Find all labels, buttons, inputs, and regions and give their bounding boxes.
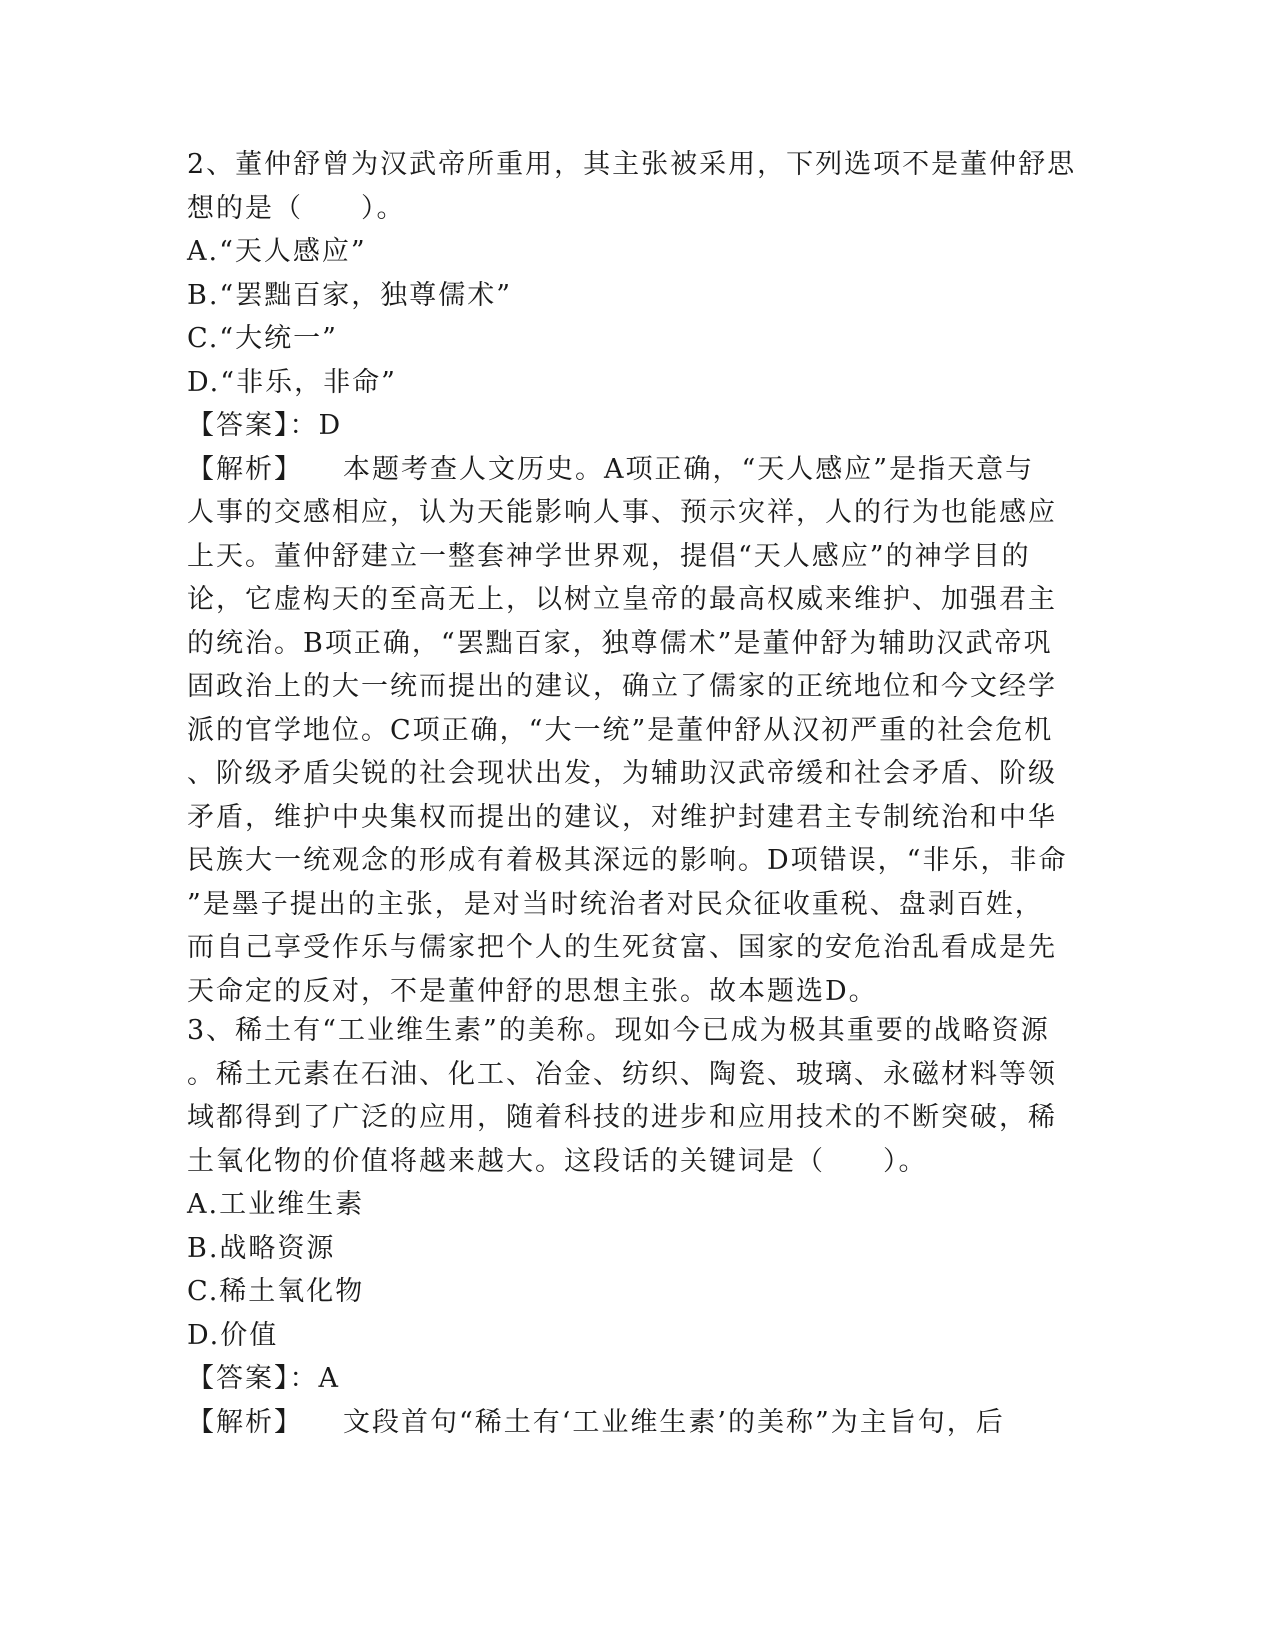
analysis-line: 矛盾，维护中央集权而提出的建议，对维护封建君主专制统治和中华 [187, 801, 1057, 833]
analysis-line: 上天。董仲舒建立一整套神学世界观，提倡“天人感应”的神学目的 [187, 540, 1031, 572]
question-2 [187, 143, 1087, 1013]
analysis-line: ”是墨子提出的主张，是对当时统治者对民众征收重税、盘剥百姓， [187, 888, 1044, 920]
question-stem-line: 2、董仲舒曾为汉武帝所重用，其主张被采用，下列选项不是董仲舒思 [187, 149, 1077, 180]
answer-value: A [318, 1363, 340, 1394]
analysis-row [187, 1401, 1087, 1445]
analysis-line: 而自己享受作乐与儒家把个人的生死贫富、国家的安危治乱看成是先 [187, 932, 1057, 963]
option-d: D.“非乐，非命” [187, 366, 397, 398]
analysis-line: 、阶级矛盾尖锐的社会现状出发，为辅助汉武帝缓和社会矛盾、阶级 [187, 758, 1057, 789]
option-b: B.战略资源 [187, 1232, 336, 1264]
option-d: D.价值 [187, 1319, 279, 1351]
analysis-label: 【解析】 [187, 453, 303, 485]
analysis-line: 文段首句“稀土有‘工业维生素’的美称”为主旨句，后 [343, 1406, 1005, 1438]
analysis-line: 民族大一统观念的形成有着极其深远的影响。D项错误，“非乐，非命 [187, 845, 1068, 876]
analysis-line: 的统治。B项正确，“罢黜百家，独尊儒术”是董仲舒为辅助汉武帝巩 [187, 627, 1053, 659]
answer-row [187, 1357, 1087, 1401]
analysis-line: 人事的交感相应，认为天能影响人事、预示灾祥，人的行为也能感应 [187, 497, 1057, 528]
question-3 [187, 1009, 1087, 1444]
question-stem-line: 域都得到了广泛的应用，随着科技的进步和应用技术的不断突破，稀 [187, 1102, 1057, 1133]
analysis-line: 派的官学地位。C项正确，“大一统”是董仲舒从汉初严重的社会危机 [187, 714, 1054, 746]
answer-row [187, 404, 1087, 448]
question-stem-line: 3、稀土有“工业维生素”的美称。现如今已成为极其重要的战略资源 [187, 1015, 1050, 1046]
analysis-line: 天命定的反对，不是董仲舒的思想主张。故本题选D。 [187, 975, 878, 1007]
question-stem-line: 。稀土元素在石油、化工、冶金、纺织、陶瓷、玻璃、永磁材料等领 [187, 1058, 1057, 1090]
analysis-line: 本题考查人文历史。A项正确，“天人感应”是指天意与 [343, 453, 1035, 485]
option-a: A.工业维生素 [187, 1189, 365, 1220]
question-stem-line: 想的是（ ）。 [187, 192, 406, 224]
option-c: C.“大统一” [187, 323, 338, 354]
option-c: C.稀土氧化物 [187, 1276, 365, 1307]
answer-label: 【答案】： [187, 1363, 319, 1394]
answer-label: 【答案】： [187, 410, 319, 441]
option-b: B.“罢黜百家，独尊儒术” [187, 279, 513, 311]
analysis-line: 固政治上的大一统而提出的建议，确立了儒家的正统地位和今文经学 [187, 671, 1057, 702]
analysis-row [187, 448, 1087, 492]
option-a: A.“天人感应” [187, 236, 367, 267]
answer-value: D [318, 410, 343, 441]
analysis-line: 论，它虚构天的至高无上，以树立皇帝的最高权威来维护、加强君主 [187, 584, 1057, 615]
analysis-label: 【解析】 [187, 1406, 303, 1438]
question-stem-line: 土氧化物的价值将越来越大。这段话的关键词是（ ）。 [187, 1145, 928, 1177]
